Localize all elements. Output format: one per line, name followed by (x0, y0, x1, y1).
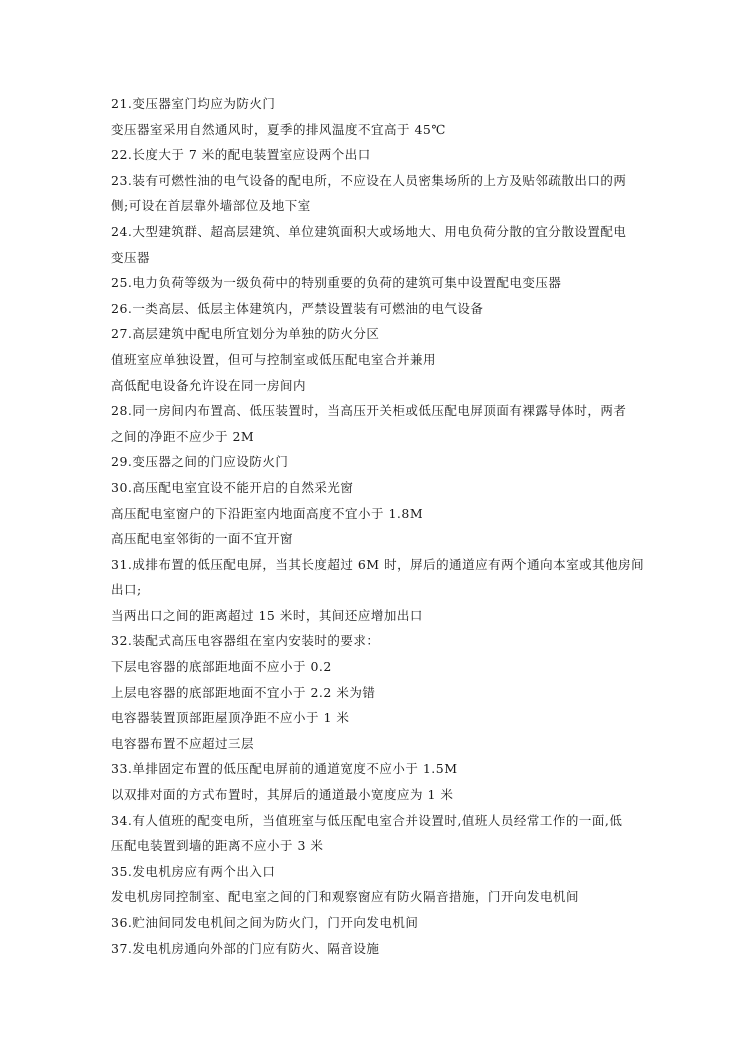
text-line: 变压器室采用自然通风时，夏季的排风温度不宜高于 45℃ (111, 121, 446, 137)
text-line: 28.同一房间内布置高、低压装置时，当高压开关柜或低压配电屏顶面有裸露导体时，两者 (111, 403, 627, 419)
text-line: 22.长度大于 7 米的配电装置室应设两个出口 (111, 147, 371, 163)
text-line: 33.单排固定布置的低压配电屏前的通道宽度不应小于 1.5M (111, 761, 458, 777)
text-line: 以双排对面的方式布置时，其屏后的通道最小宽度应为 1 米 (111, 787, 454, 803)
text-line: 23.装有可燃性油的电气设备的配电所，不应设在人员密集场所的上方及贴邻疏散出口的两 (111, 172, 627, 188)
text-line: 21.变压器室门均应为防火门 (111, 96, 276, 111)
text-line: 24.大型建筑群、超高层建筑、单位建筑面积大或场地大、用电负荷分散的宜分散设置配电 (111, 223, 627, 239)
text-line: 发电机房同控制室、配电室之间的门和观察窗应有防火隔音措施，门开向发电机间 (111, 889, 580, 905)
text-line: 之间的净距不应少于 2M (111, 428, 255, 444)
text-line: 上层电容器的底部距地面不宜小于 2.2 米为错 (111, 684, 376, 700)
text-line: 当两出口之间的距离超过 15 米时，其间还应增加出口 (111, 607, 423, 623)
text-line: 36.贮油间同发电机间之间为防火门，门开向发电机间 (111, 915, 419, 930)
text-line: 值班室应单独设置，但可与控制室或低压配电室合并兼用 (111, 351, 437, 367)
text-line: 变压器 (111, 249, 151, 265)
text-line: 出口; (111, 582, 142, 598)
text-line: 高压配电室邻街的一面不宜开窗 (111, 531, 294, 547)
text-line: 高压配电室窗户的下沿距室内地面高度不宜小于 1.8M (111, 505, 424, 521)
text-line: 压配电装置到墙的距离不应小于 3 米 (111, 838, 324, 854)
document-body (111, 91, 645, 961)
text-line: 32.装配式高压电容器组在室内安装时的要求： (111, 633, 380, 649)
text-line: 29.变压器之间的门应设防火门 (111, 454, 289, 470)
text-line: 25.电力负荷等级为一级负荷中的特别重要的负荷的建筑可集中设置配电变压器 (111, 275, 562, 291)
text-line: 37.发电机房通向外部的门应有防火、隔音设施 (111, 940, 380, 956)
text-line: 下层电容器的底部距地面不应小于 0.2 (111, 659, 332, 675)
text-line: 26.一类高层、低层主体建筑内，严禁设置装有可燃油的电气设备 (111, 300, 484, 316)
text-line: 27.高层建筑中配电所宜划分为单独的防火分区 (111, 326, 380, 342)
text-line: 侧;可设在首层靠外墙部位及地下室 (111, 198, 311, 214)
text-line: 31.成排布置的低压配电屏，当其长度超过 6M 时，屏后的通道应有两个通向本室或其他房间 (111, 556, 645, 572)
text-line: 34.有人值班的配变电所，当值班室与低压配电室合并设置时,值班人员经常工作的一面,低 (111, 812, 623, 828)
text-line: 电容器布置不应超过三层 (111, 735, 255, 751)
text-line: 高低配电设备允许设在同一房间内 (111, 377, 307, 393)
text-line: 电容器装置顶部距屋顶净距不应小于 1 米 (111, 710, 350, 726)
text-line: 35.发电机房应有两个出入口 (111, 863, 276, 879)
text-line: 30.高压配电室宜设不能开启的自然采光窗 (111, 479, 354, 495)
